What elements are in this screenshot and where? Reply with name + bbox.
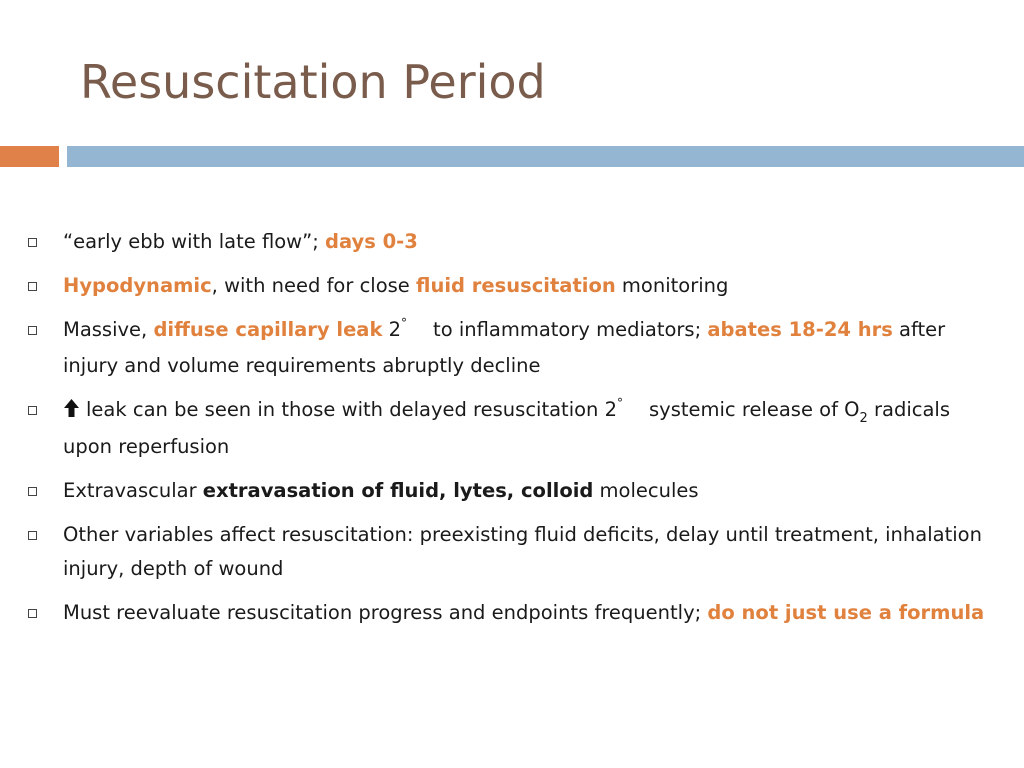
square-bullet-icon <box>28 531 37 540</box>
bullet-text: systemic release of O <box>649 398 860 421</box>
square-bullet-icon <box>28 326 37 335</box>
slide-title: Resuscitation Period <box>80 55 546 109</box>
highlight-text: do not just use a formula <box>707 601 985 624</box>
square-bullet-icon <box>28 609 37 618</box>
degree-symbol: ° <box>617 396 624 410</box>
highlight-text: Hypodynamic <box>63 274 212 297</box>
bullet-text: leak can be seen in those with delayed resuscitation 2 <box>86 398 618 421</box>
bullet-text: after injury and volume requirements abruptly decline <box>63 318 946 377</box>
highlight-text: days 0-3 <box>324 230 418 253</box>
bullet-text: to inflammatory mediators; <box>433 318 708 341</box>
bullet-item-hypodynamic <box>26 269 986 303</box>
square-bullet-icon <box>28 406 37 415</box>
highlight-text: abates 18-24 hrs <box>707 318 893 341</box>
bullet-item-capillary-leak <box>26 313 986 383</box>
bullet-text: radicals upon reperfusion <box>63 398 950 458</box>
square-bullet-icon <box>28 282 37 291</box>
bullet-text: “early ebb with late flow”; <box>63 230 325 253</box>
highlight-text: diffuse capillary leak <box>153 318 383 341</box>
bullet-item-delayed-resuscitation <box>26 393 986 464</box>
square-bullet-icon <box>28 487 37 496</box>
bold-text: extravasation of fluid, lytes, colloid <box>202 479 594 502</box>
bullet-item-other-variables <box>26 518 986 586</box>
subscript-text: 2 <box>859 411 868 426</box>
bullet-text: molecules <box>593 479 699 502</box>
bullet-item-ebb-flow <box>26 225 986 259</box>
bullet-text: Must reevaluate resuscitation progress and endpoints frequently; <box>63 601 708 624</box>
title-accent-bar-blue <box>67 146 1024 167</box>
bullet-text: monitoring <box>615 274 729 297</box>
bullet-item-extravasation <box>26 474 986 508</box>
title-accent-bar-orange <box>0 146 59 167</box>
degree-symbol: ° <box>401 316 408 330</box>
up-arrow-icon <box>63 395 80 429</box>
bullet-list <box>26 225 986 640</box>
square-bullet-icon <box>28 238 37 247</box>
bullet-text: , with need for close <box>211 274 417 297</box>
highlight-text: fluid resuscitation <box>416 274 616 297</box>
bullet-text: Other variables affect resuscitation: preexisting fluid deficits, delay until treatment, inhalation injury, depth of wound <box>63 523 982 580</box>
bullet-text: Massive, <box>63 318 154 341</box>
bullet-text: 2 <box>382 318 402 341</box>
bullet-text: Extravascular <box>63 479 203 502</box>
bullet-item-reevaluate <box>26 596 986 630</box>
